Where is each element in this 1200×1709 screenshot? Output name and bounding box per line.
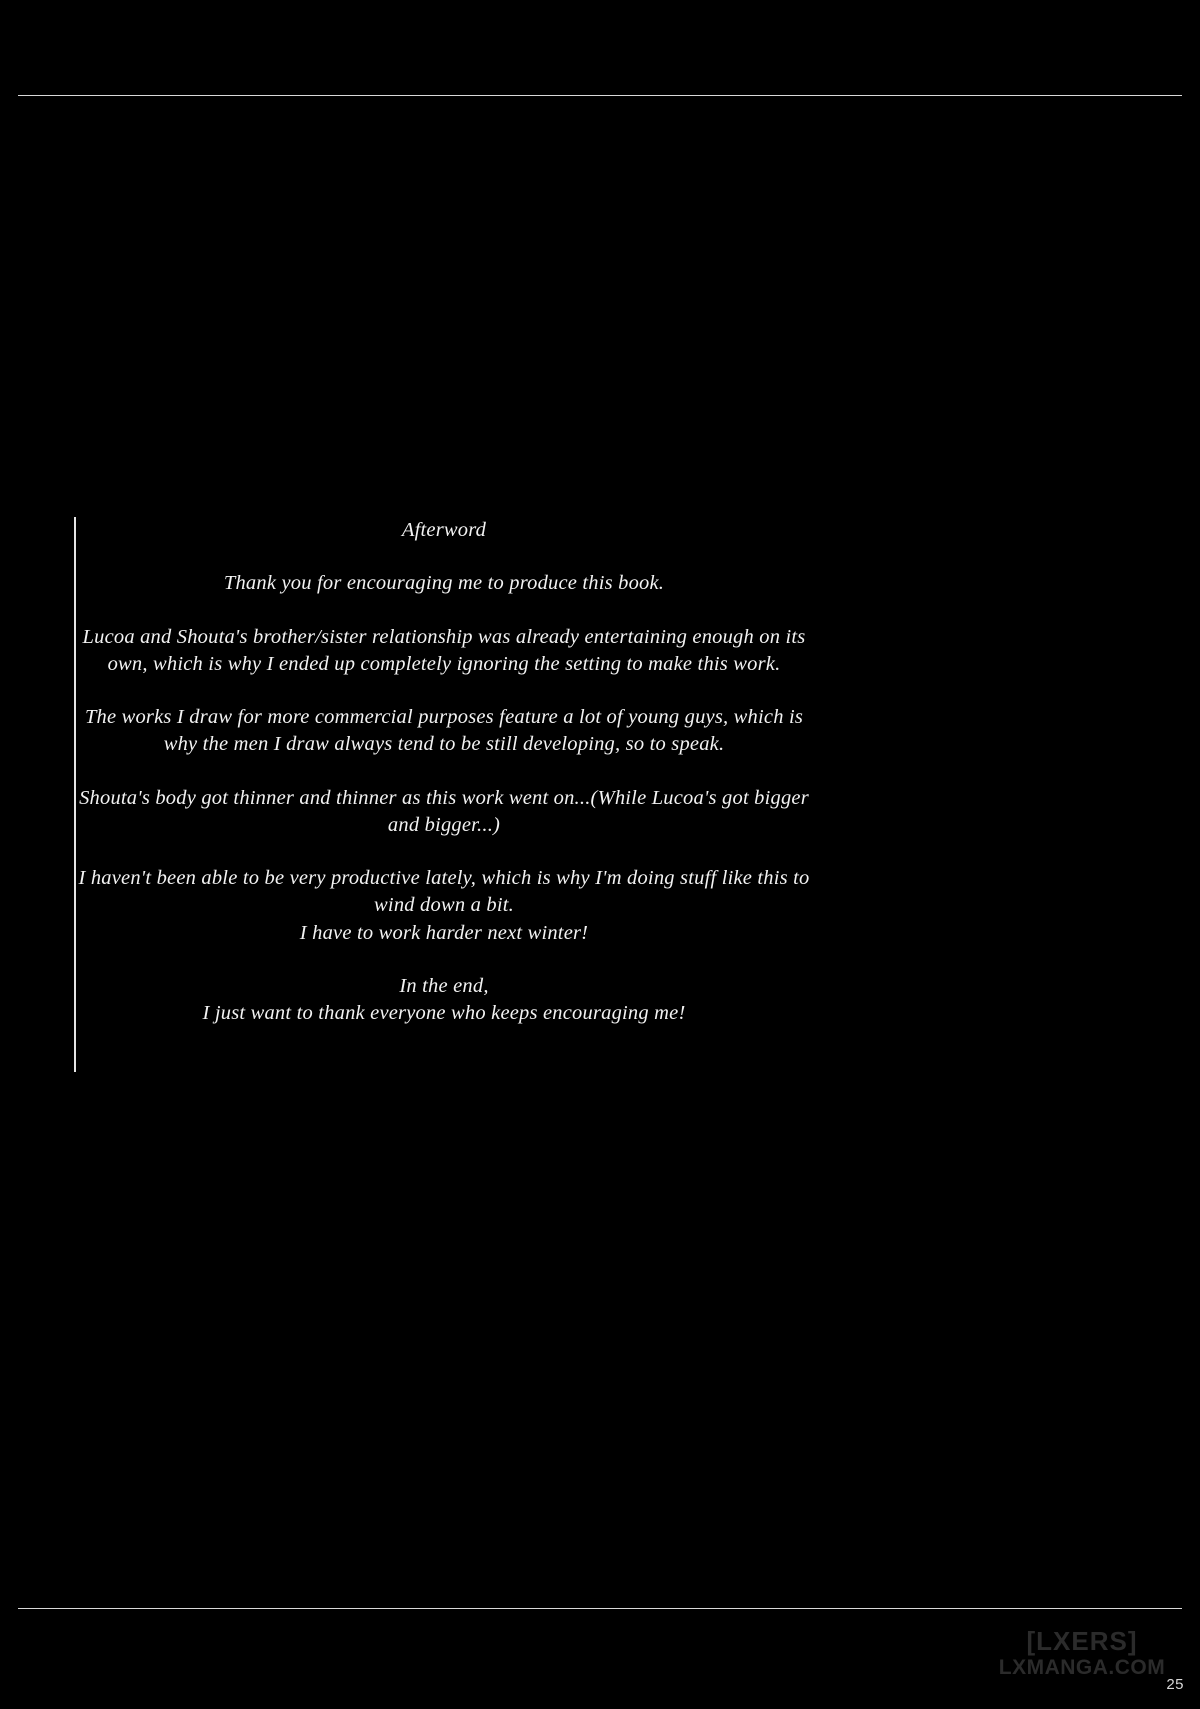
afterword-paragraph-3: The works I draw for more commercial purposes feature a lot of young guys, which is why the men I draw always tend to be still developing, so to speak. (84, 706, 804, 756)
afterword-paragraph-6: In the end, I just want to thank everyone who keeps encouraging me! (202, 974, 686, 1024)
afterword-block (74, 517, 814, 1027)
bottom-divider-rule (18, 1608, 1182, 1609)
afterword-paragraph-5: I haven't been able to be very productive lately, which is why I'm doing stuff like this to wind down a bit. I have to work harder next winter! (78, 867, 810, 944)
top-divider-rule (18, 95, 1182, 96)
afterword-paragraph-2: Lucoa and Shouta's brother/sister relationship was already entertaining enough on its own, which is why I ended up completely ignoring the setting to make this work. (82, 625, 806, 675)
afterword-heading: Afterword (401, 519, 487, 541)
afterword-paragraph-4: Shouta's body got thinner and thinner as this work went on...(While Lucoa's got bigger and bigger...) (79, 786, 809, 836)
site-watermark (992, 1628, 1172, 1679)
afterword-paragraph-1: Thank you for encouraging me to produce this book. (223, 572, 665, 595)
watermark-top-text: [LXERS] (1026, 1626, 1138, 1656)
watermark-bottom-text: LXMANGA.COM (998, 1656, 1166, 1679)
page-number: 25 (1166, 1676, 1184, 1693)
